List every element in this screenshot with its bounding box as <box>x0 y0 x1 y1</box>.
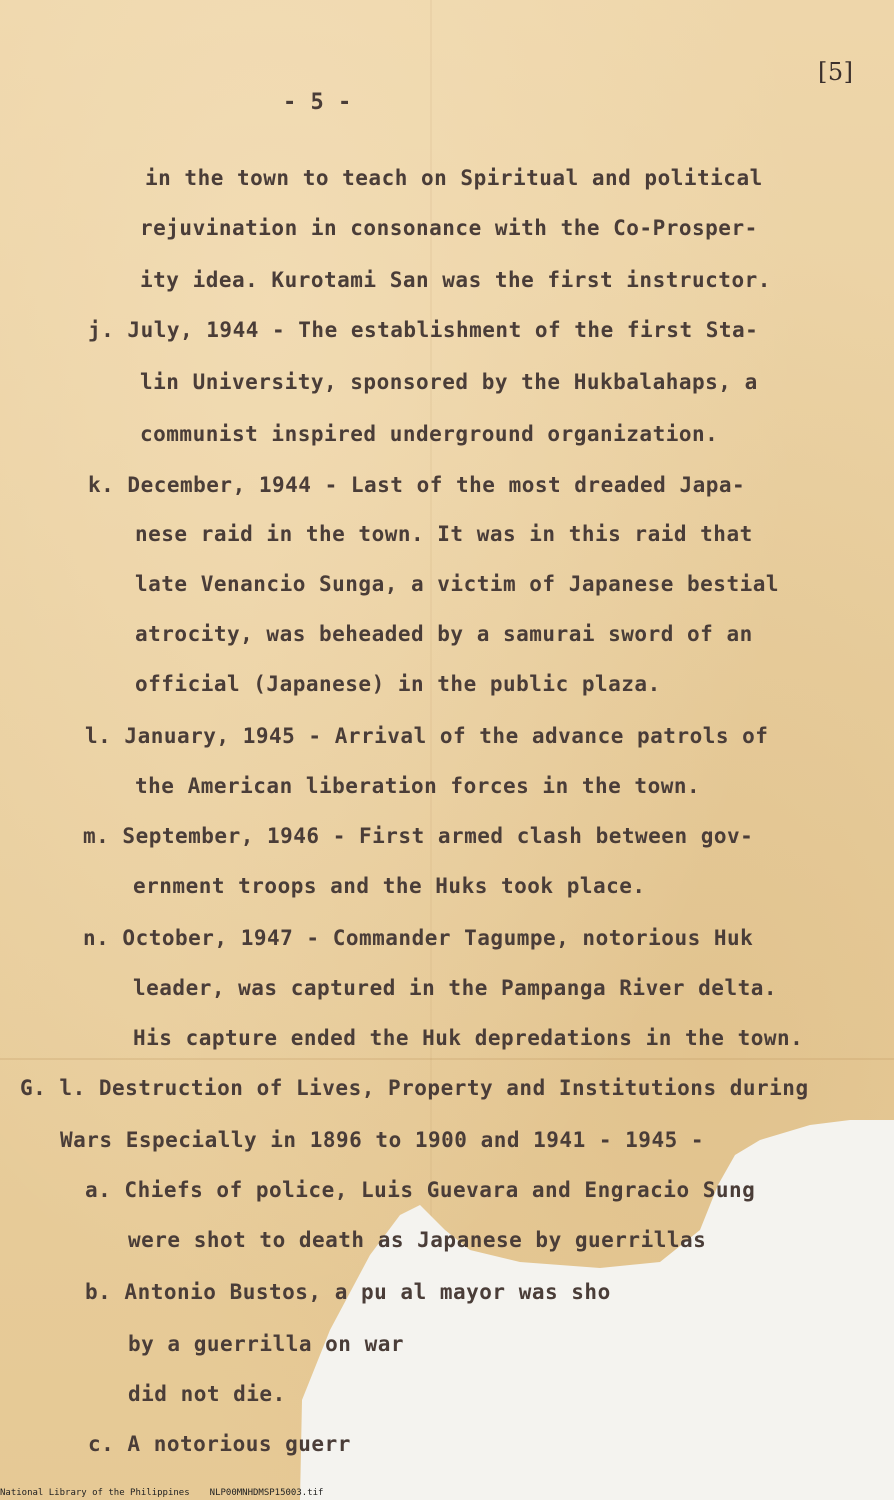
text-line: the American liberation forces in the town. <box>135 774 701 798</box>
text-line: late Venancio Sunga, a victim of Japanese bestial <box>135 572 780 596</box>
text-line: were shot to death as Japanese by guerrillas <box>128 1228 707 1252</box>
section-heading-g: G. l. Destruction of Lives, Property and Institutions during <box>20 1076 809 1100</box>
list-item-l: l. January, 1945 - Arrival of the advance patrols of <box>85 724 769 748</box>
text-line: communist inspired underground organization. <box>140 422 719 446</box>
list-item-m: m. September, 1946 - First armed clash between gov- <box>83 824 754 848</box>
corner-page-mark: [5] <box>818 58 854 86</box>
text-line: Wars Especially in 1896 to 1900 and 1941 - 1945 - <box>60 1128 705 1152</box>
text-line: ernment troops and the Huks took place. <box>133 874 646 898</box>
text-line: nese raid in the town. It was in this raid that <box>135 522 753 546</box>
text-line: atrocity, was beheaded by a samurai sword of an <box>135 622 753 646</box>
text-line: by a guerrilla on war <box>128 1332 405 1356</box>
list-item-b: b. Antonio Bustos, a pu al mayor was sho <box>85 1280 611 1304</box>
text-line: His capture ended the Huk depredations in the town. <box>133 1026 804 1050</box>
page-number: - 5 - <box>283 90 352 115</box>
list-item-a: a. Chiefs of police, Luis Guevara and Engracio Sung <box>85 1178 756 1202</box>
text-line: leader, was captured in the Pampanga River delta. <box>133 976 778 1000</box>
footer-library: National Library of the Philippines <box>0 1488 190 1498</box>
list-item-c: c. A notorious guerr <box>88 1432 351 1456</box>
text-line: in the town to teach on Spiritual and political <box>145 166 763 190</box>
text-line: rejuvination in consonance with the Co-Prosper- <box>140 216 758 240</box>
footer-file-id: NLP00MNHDMSP15003.tif <box>209 1488 324 1498</box>
list-item-k: k. December, 1944 - Last of the most dreaded Japa- <box>88 473 746 497</box>
text-line: lin University, sponsored by the Hukbalahaps, a <box>140 370 758 394</box>
text-line: did not die. <box>128 1382 286 1406</box>
list-item-j: j. July, 1944 - The establishment of the first Sta- <box>88 318 759 342</box>
text-line: ity idea. Kurotami San was the first instructor. <box>140 268 771 292</box>
list-item-n: n. October, 1947 - Commander Tagumpe, notorious Huk <box>83 926 754 950</box>
scan-footer <box>0 1488 323 1498</box>
text-line: official (Japanese) in the public plaza. <box>135 672 661 696</box>
